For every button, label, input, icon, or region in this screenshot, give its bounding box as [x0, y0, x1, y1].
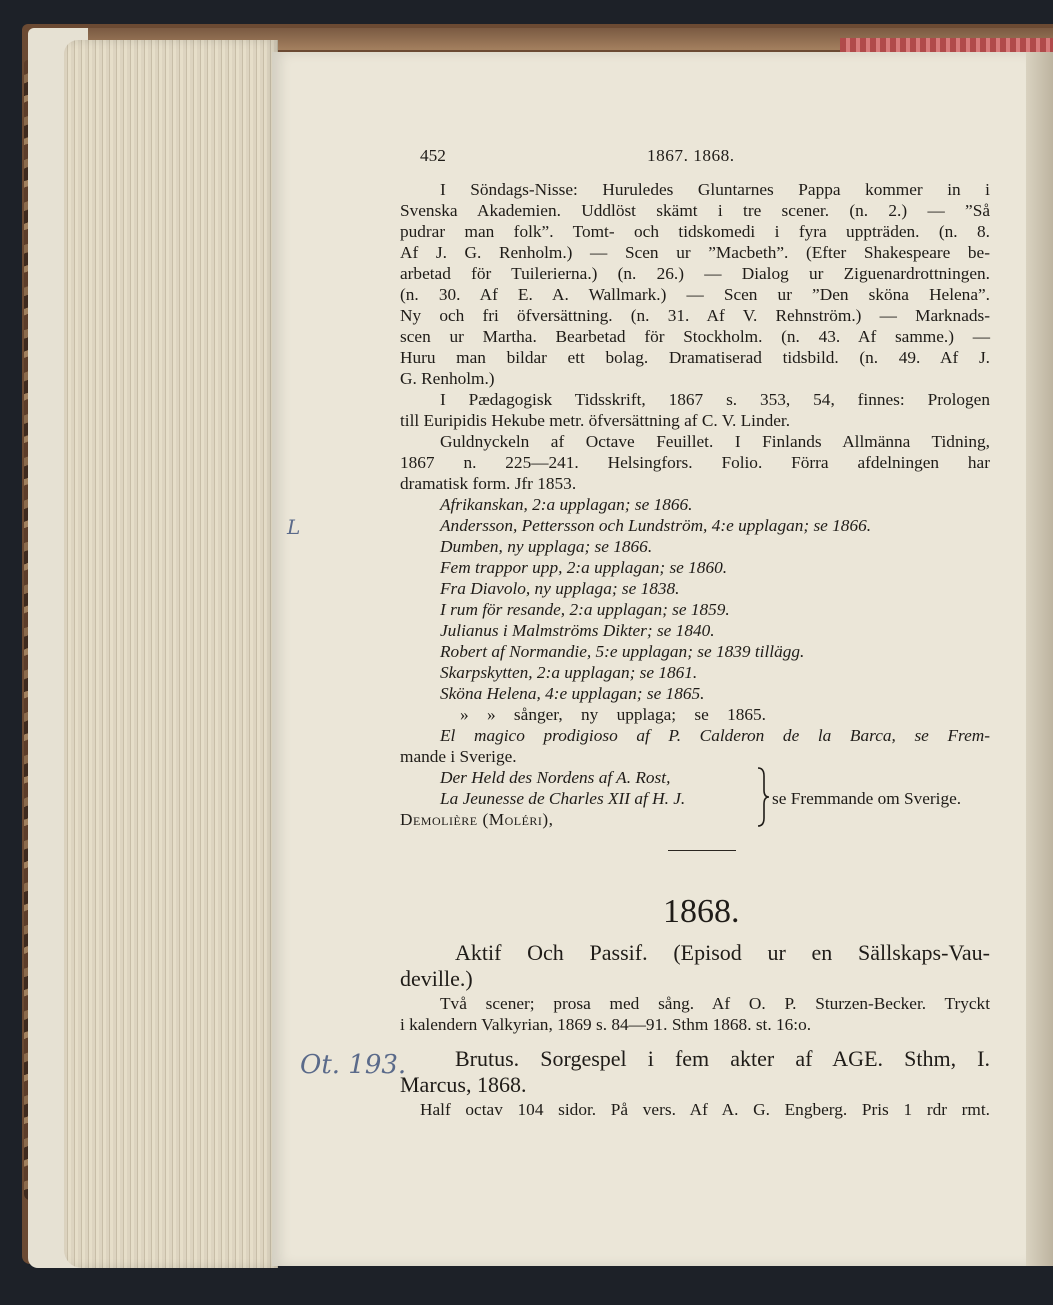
- list-item: Fra Diavolo, ny upplaga; se 1838.: [440, 579, 680, 598]
- curly-brace: [756, 766, 770, 828]
- bracket-item: Der Held des Nordens af A. Rost,: [440, 768, 671, 787]
- text-line: El magico prodigioso af P. Calderon de la Barca, se Frem-: [440, 726, 990, 745]
- list-item: Andersson, Pettersson och Lundström, 4:e upplagan; se 1866.: [440, 516, 872, 535]
- running-head-years: 1867. 1868.: [647, 146, 735, 165]
- list-item: Julianus i Malmströms Dikter; se 1840.: [440, 621, 715, 640]
- entry-title: deville.): [400, 966, 473, 991]
- text-line: Svenska Akademien. Uddlöst skämt i tre scener. (n. 2.) — ”Så: [400, 201, 990, 220]
- entry-description: Två scener; prosa med sång. Af O. P. Sturzen-Becker. Tryckt: [440, 994, 990, 1013]
- text-line: I Söndags-Nisse: Huruledes Gluntarnes Pappa kommer in i: [440, 180, 990, 199]
- shelf-mark-handwritten: Ot. 193.: [300, 1050, 407, 1080]
- year-heading: 1868.: [663, 893, 740, 930]
- entry-title: Marcus, 1868.: [400, 1072, 527, 1097]
- text-line: Ny och fri öfversättning. (n. 31. Af V. Rehnström.) — Marknads-: [400, 306, 990, 325]
- list-item: Sköna Helena, 4:e upplagan; se 1865.: [440, 684, 705, 703]
- bracket-reference: se Fremmande om Sverige.: [772, 789, 962, 808]
- text-line: (n. 30. Af E. A. Wallmark.) — Scen ur ”Den sköna Helena”.: [400, 285, 990, 304]
- text-line: mande i Sverige.: [400, 747, 517, 766]
- text-line: I Pædagogisk Tidsskrift, 1867 s. 353, 54, finnes: Prologen: [440, 390, 990, 409]
- text-line: Huru man bildar ett bolag. Dramatiserad tidsbild. (n. 49. Af J.: [400, 348, 990, 367]
- entry-title: Brutus. Sorgespel i fem akter af AGE. Sthm, I.: [455, 1046, 990, 1071]
- entry-description: Half octav 104 sidor. På vers. Af A. G. Engberg. Pris 1 rdr rmt.: [420, 1100, 990, 1119]
- text-line: scen ur Martha. Bearbetad för Stockholm. (n. 43. Af samme.) —: [400, 327, 990, 346]
- list-item: Robert af Normandie, 5:e upplagan; se 1839 tillägg.: [440, 642, 805, 661]
- page-number: 452: [420, 146, 446, 165]
- text-line: arbetad för Tuilerierna.) (n. 26.) — Dialog ur Ziguenardrottningen.: [400, 264, 990, 283]
- text-line: Af J. G. Renholm.) — Scen ur ”Macbeth”. (Efter Shakespeare be-: [400, 243, 990, 262]
- list-item: Dumben, ny upplaga; se 1866.: [440, 537, 653, 556]
- list-item: I rum för resande, 2:a upplagan; se 1859.: [440, 600, 730, 619]
- red-page-edge: [840, 38, 1053, 52]
- text-line: dramatisk form. Jfr 1853.: [400, 474, 577, 493]
- list-item: Skarpskytten, 2:a upplagan; se 1861.: [440, 663, 698, 682]
- text-line: Guldnyckeln af Octave Feuillet. I Finlands Allmänna Tidning,: [440, 432, 990, 451]
- section-divider: [668, 850, 736, 851]
- entry-description: i kalendern Valkyrian, 1869 s. 84—91. Sthm 1868. st. 16:o.: [400, 1015, 812, 1034]
- bracket-item: La Jeunesse de Charles XII af H. J.: [440, 789, 686, 808]
- right-page-edge: [1026, 52, 1053, 1266]
- bracket-item: Demolière (Moléri),: [400, 810, 554, 829]
- list-item: Fem trappor upp, 2:a upplagan; se 1860.: [440, 558, 728, 577]
- text-line: pudrar man folk”. Tomt- och tidskomedi i fyra uppträden. (n. 8.: [400, 222, 990, 241]
- entry-title: Aktif Och Passif. (Episod ur en Sällskaps-Vau-: [455, 940, 990, 965]
- text-line: G. Renholm.): [400, 369, 495, 388]
- list-item: » » sånger, ny upplaga; se 1865.: [460, 705, 766, 724]
- text-line: 1867 n. 225—241. Helsingfors. Folio. Förra afdelningen har: [400, 453, 990, 472]
- text-line: till Euripidis Hekube metr. öfversättning af C. V. Linder.: [400, 411, 791, 430]
- page-stack: [64, 40, 278, 1268]
- list-item: Afrikanskan, 2:a upplagan; se 1866.: [440, 495, 693, 514]
- margin-mark: L: [287, 515, 301, 539]
